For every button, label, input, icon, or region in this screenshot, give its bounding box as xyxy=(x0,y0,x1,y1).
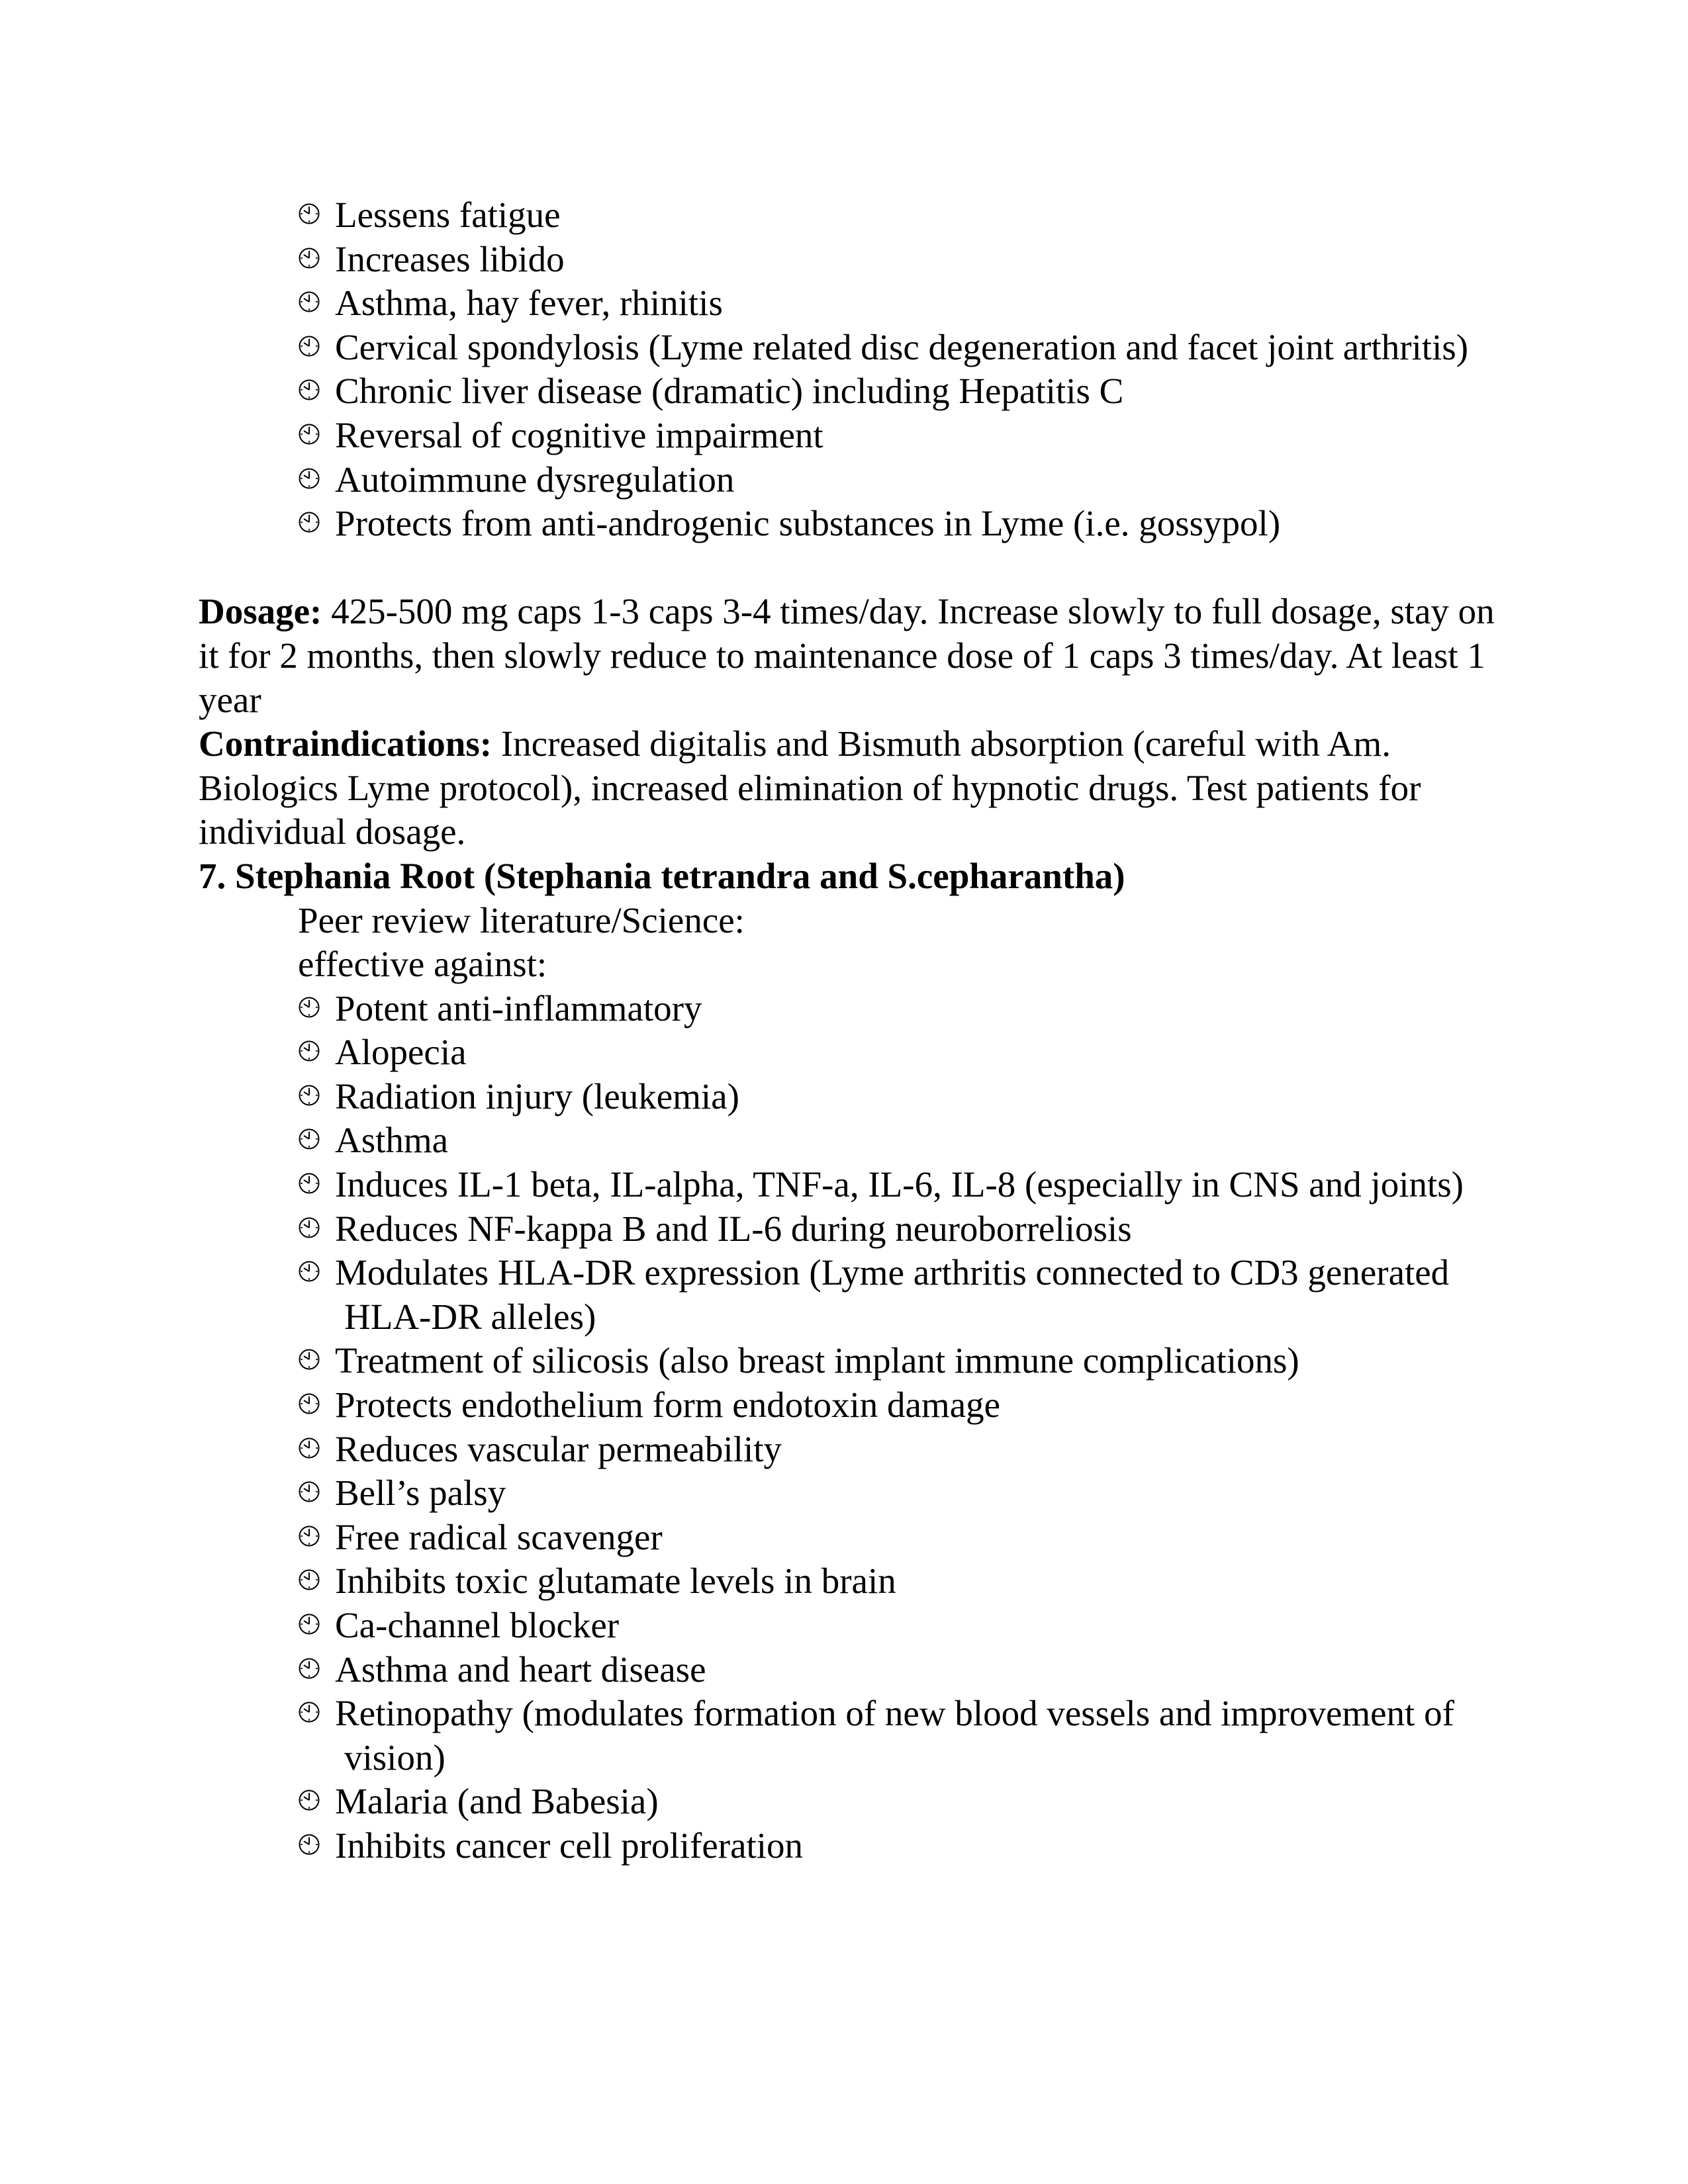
clock-icon xyxy=(298,1701,320,1723)
clock-icon xyxy=(298,423,320,445)
list-item xyxy=(298,193,1496,238)
list-item-text: Alopecia xyxy=(335,1032,467,1073)
clock-icon xyxy=(298,1260,320,1283)
list-item-text: Reduces NF-kappa B and IL-6 during neuroborreliosis xyxy=(335,1208,1132,1249)
list-item-text: Modulates HLA-DR expression (Lyme arthritis connected to CD3 generated HLA-DR alleles) xyxy=(335,1252,1450,1337)
list-item-text: Increases libido xyxy=(335,238,565,279)
list-item xyxy=(298,1559,1496,1604)
list-item-text: Free radical scavenger xyxy=(335,1516,663,1557)
list-item xyxy=(298,1824,1496,1868)
list-item xyxy=(298,326,1496,370)
list-item-text: Chronic liver disease (dramatic) including Hepatitis C xyxy=(335,371,1124,412)
list-item-text: Asthma, hay fever, rhinitis xyxy=(335,283,723,324)
clock-icon xyxy=(298,1657,320,1680)
list-item-text: Malaria (and Babesia) xyxy=(335,1781,659,1822)
list-item-text: Radiation injury (leukemia) xyxy=(335,1075,739,1116)
section-intro: effective against: xyxy=(298,944,547,985)
contraindications-paragraph xyxy=(199,722,1496,854)
list-item-text: Reversal of cognitive impairment xyxy=(335,414,823,455)
clock-icon xyxy=(298,1040,320,1062)
list-item xyxy=(298,502,1496,546)
list-item xyxy=(298,458,1496,502)
list-item-text: Inhibits toxic glutamate levels in brain xyxy=(335,1561,896,1602)
clock-icon xyxy=(298,1172,320,1195)
benefit-list xyxy=(199,193,1496,546)
section-heading: 7. Stephania Root (Stephania tetrandra and S.cepharantha) xyxy=(199,855,1125,896)
list-item xyxy=(298,238,1496,282)
clock-icon xyxy=(298,1348,320,1371)
list-item xyxy=(298,414,1496,458)
list-item xyxy=(298,1075,1496,1119)
list-item-text: Ca-channel blocker xyxy=(335,1605,620,1645)
list-item-text: Induces IL-1 beta, IL-alpha, TNF-a, IL-6, IL-8 (especially in CNS and joints) xyxy=(335,1164,1464,1205)
list-item-text: Inhibits cancer cell proliferation xyxy=(335,1825,804,1866)
clock-icon xyxy=(298,335,320,357)
clock-icon xyxy=(298,1525,320,1547)
list-item xyxy=(298,1648,1496,1692)
clock-icon xyxy=(298,1480,320,1503)
list-item xyxy=(298,1516,1496,1560)
clock-icon xyxy=(298,1833,320,1856)
list-item xyxy=(298,1604,1496,1648)
contraindications-text: Increased digitalis and Bismuth absorption (careful with Am. Biologics Lyme protocol), increased elimination of hypnotic drugs. Test patients for individual dosage. xyxy=(199,723,1421,852)
clock-icon xyxy=(298,1392,320,1415)
list-item-text: Asthma and heart disease xyxy=(335,1649,706,1690)
clock-icon xyxy=(298,996,320,1019)
clock-icon xyxy=(298,511,320,533)
list-item xyxy=(298,1471,1496,1516)
list-item-text: Reduces vascular permeability xyxy=(335,1428,782,1469)
list-item-text: Autoimmune dysregulation xyxy=(335,459,735,500)
list-item-text: Bell’s palsy xyxy=(335,1473,506,1514)
document-page xyxy=(199,193,1496,1868)
effects-list xyxy=(199,987,1496,1868)
dosage-label: Dosage: xyxy=(199,591,322,632)
list-item xyxy=(298,369,1496,414)
clock-icon xyxy=(298,1084,320,1107)
list-item xyxy=(298,1780,1496,1824)
contraindications-label: Contraindications: xyxy=(199,723,492,764)
list-item xyxy=(298,1207,1496,1251)
dosage-text: 425-500 mg caps 1-3 caps 3-4 times/day. Increase slowly to full dosage, stay on it for 2 months, then slowly reduce to maintenance dose of 1 caps 3 times/day. At least 1 year xyxy=(199,591,1495,720)
list-item xyxy=(298,1383,1496,1428)
list-item xyxy=(298,1428,1496,1472)
list-item xyxy=(298,1692,1496,1780)
clock-icon xyxy=(298,1128,320,1150)
list-item xyxy=(298,1030,1496,1075)
list-item-text: Treatment of silicosis (also breast implant immune complications) xyxy=(335,1340,1299,1381)
list-item xyxy=(298,1118,1496,1163)
clock-icon xyxy=(298,291,320,313)
list-item-text: Cervical spondylosis (Lyme related disc degeneration and facet joint arthritis) xyxy=(335,326,1469,367)
list-item xyxy=(298,1163,1496,1207)
clock-icon xyxy=(298,1789,320,1811)
clock-icon xyxy=(298,247,320,269)
list-item xyxy=(298,1251,1496,1339)
list-item xyxy=(298,281,1496,326)
clock-icon xyxy=(298,379,320,401)
section-subtitle: Peer review literature/Science: xyxy=(298,899,745,940)
clock-icon xyxy=(298,203,320,225)
list-item-text: Protects from anti-androgenic substances in Lyme (i.e. gossypol) xyxy=(335,503,1281,544)
spacer xyxy=(199,546,1496,590)
clock-icon xyxy=(298,1613,320,1635)
clock-icon xyxy=(298,1437,320,1459)
list-item-text: Potent anti-inflammatory xyxy=(335,987,702,1028)
list-item xyxy=(298,1339,1496,1383)
list-item xyxy=(298,987,1496,1031)
list-item-text: Lessens fatigue xyxy=(335,195,561,235)
list-item-text: Protects endothelium form endotoxin damage xyxy=(335,1385,1001,1426)
clock-icon xyxy=(298,1569,320,1591)
list-item-text: Retinopathy (modulates formation of new blood vessels and improvement of vision) xyxy=(335,1693,1454,1778)
dosage-paragraph xyxy=(199,590,1496,722)
clock-icon xyxy=(298,1216,320,1239)
list-item-text: Asthma xyxy=(335,1120,449,1161)
clock-icon xyxy=(298,467,320,490)
